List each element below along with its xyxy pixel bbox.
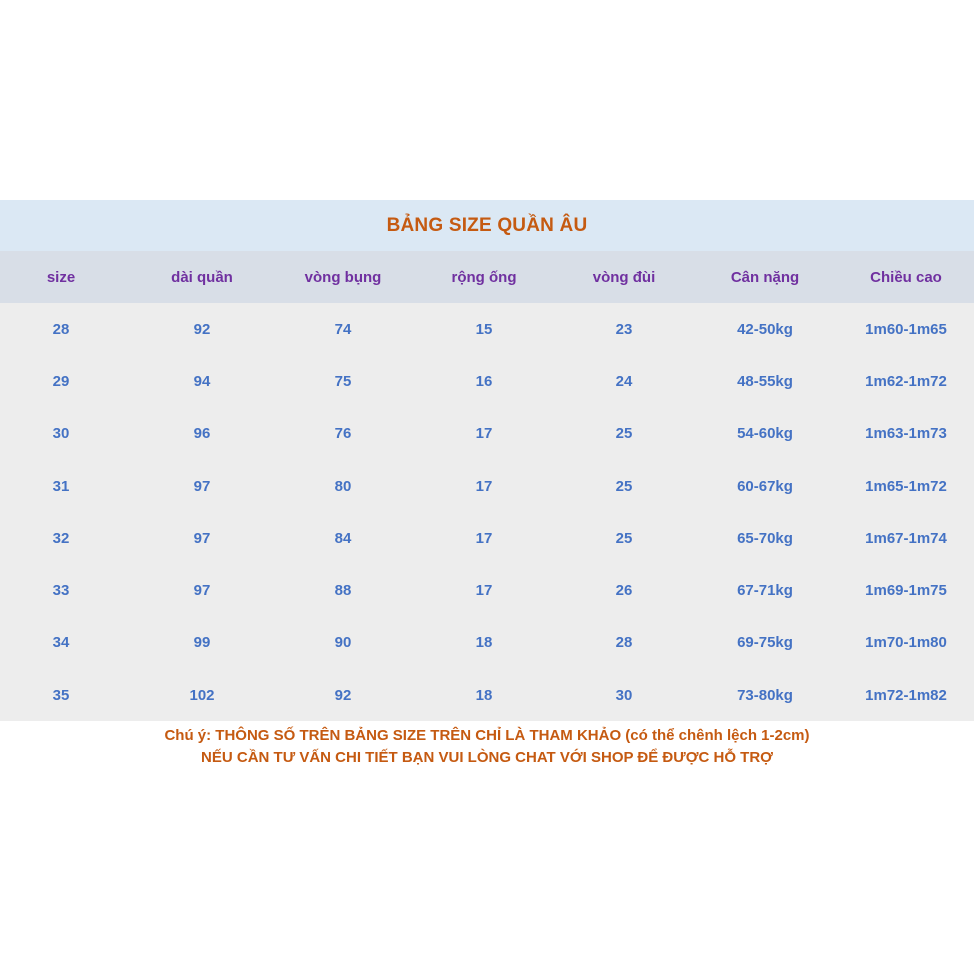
cell-thigh: 25	[615, 529, 633, 547]
cell-size: 34	[52, 633, 70, 651]
cell-leg-opening: 15	[475, 320, 493, 338]
cell-leg-opening: 17	[475, 581, 493, 599]
cell-height: 1m62-1m72	[865, 372, 947, 390]
cell-thigh: 30	[615, 686, 633, 704]
header-leg-opening: rộng ống	[451, 268, 517, 286]
cell-thigh: 24	[615, 372, 633, 390]
cell-length: 97	[193, 581, 211, 599]
cell-waist: 76	[334, 424, 352, 442]
cell-height: 1m72-1m82	[865, 686, 947, 704]
cell-weight: 42-50kg	[737, 320, 793, 338]
cell-length: 102	[189, 686, 215, 704]
cell-size: 30	[52, 424, 70, 442]
cell-leg-opening: 17	[475, 529, 493, 547]
cell-thigh: 23	[615, 320, 633, 338]
cell-length: 99	[193, 633, 211, 651]
cell-leg-opening: 17	[475, 477, 493, 495]
cell-weight: 65-70kg	[737, 529, 793, 547]
cell-thigh: 26	[615, 581, 633, 599]
cell-length: 92	[193, 320, 211, 338]
header-height: Chiều cao	[870, 268, 942, 286]
table-title: BẢNG SIZE QUẦN ÂU	[386, 214, 588, 236]
header-waist: vòng bụng	[304, 268, 382, 286]
cell-waist: 80	[334, 477, 352, 495]
cell-leg-opening: 18	[475, 686, 493, 704]
cell-weight: 60-67kg	[737, 477, 793, 495]
cell-size: 31	[52, 477, 70, 495]
cell-length: 97	[193, 529, 211, 547]
table-row	[0, 460, 974, 512]
cell-size: 32	[52, 529, 70, 547]
cell-waist: 92	[334, 686, 352, 704]
cell-height: 1m65-1m72	[865, 477, 947, 495]
cell-waist: 90	[334, 633, 352, 651]
table-row	[0, 355, 974, 407]
header-weight: Cân nặng	[730, 268, 800, 286]
title-bar	[0, 200, 974, 251]
contact-note: NẾU CẦN TƯ VẤN CHI TIẾT BẠN VUI LÒNG CHAT VỚI SHOP ĐỂ ĐƯỢC HỖ TRỢ	[201, 749, 773, 766]
cell-height: 1m63-1m73	[865, 424, 947, 442]
table-header-row	[0, 251, 974, 303]
disclaimer-note: Chú ý: THÔNG SỐ TRÊN BẢNG SIZE TRÊN CHỈ LÀ THAM KHẢO (có thể chênh lệch 1-2cm)	[164, 727, 810, 744]
cell-thigh: 25	[615, 477, 633, 495]
table-row	[0, 616, 974, 668]
cell-height: 1m69-1m75	[865, 581, 947, 599]
header-size: size	[46, 268, 76, 286]
cell-waist: 74	[334, 320, 352, 338]
cell-leg-opening: 17	[475, 424, 493, 442]
cell-leg-opening: 16	[475, 372, 493, 390]
cell-size: 35	[52, 686, 70, 704]
cell-size: 28	[52, 320, 70, 338]
cell-waist: 75	[334, 372, 352, 390]
cell-length: 97	[193, 477, 211, 495]
table-body	[0, 303, 974, 721]
cell-length: 96	[193, 424, 211, 442]
table-row	[0, 407, 974, 459]
table-row	[0, 512, 974, 564]
table-row	[0, 669, 974, 721]
cell-length: 94	[193, 372, 211, 390]
cell-weight: 69-75kg	[737, 633, 793, 651]
cell-height: 1m60-1m65	[865, 320, 947, 338]
table-row	[0, 303, 974, 355]
cell-leg-opening: 18	[475, 633, 493, 651]
cell-weight: 67-71kg	[737, 581, 793, 599]
cell-weight: 54-60kg	[737, 424, 793, 442]
cell-waist: 88	[334, 581, 352, 599]
cell-size: 29	[52, 372, 70, 390]
cell-size: 33	[52, 581, 70, 599]
cell-height: 1m70-1m80	[865, 633, 947, 651]
cell-waist: 84	[334, 529, 352, 547]
table-row	[0, 564, 974, 616]
cell-weight: 73-80kg	[737, 686, 793, 704]
cell-height: 1m67-1m74	[865, 529, 947, 547]
header-length: dài quần	[171, 268, 233, 286]
header-thigh: vòng đùi	[592, 268, 656, 286]
cell-thigh: 28	[615, 633, 633, 651]
cell-thigh: 25	[615, 424, 633, 442]
cell-weight: 48-55kg	[737, 372, 793, 390]
